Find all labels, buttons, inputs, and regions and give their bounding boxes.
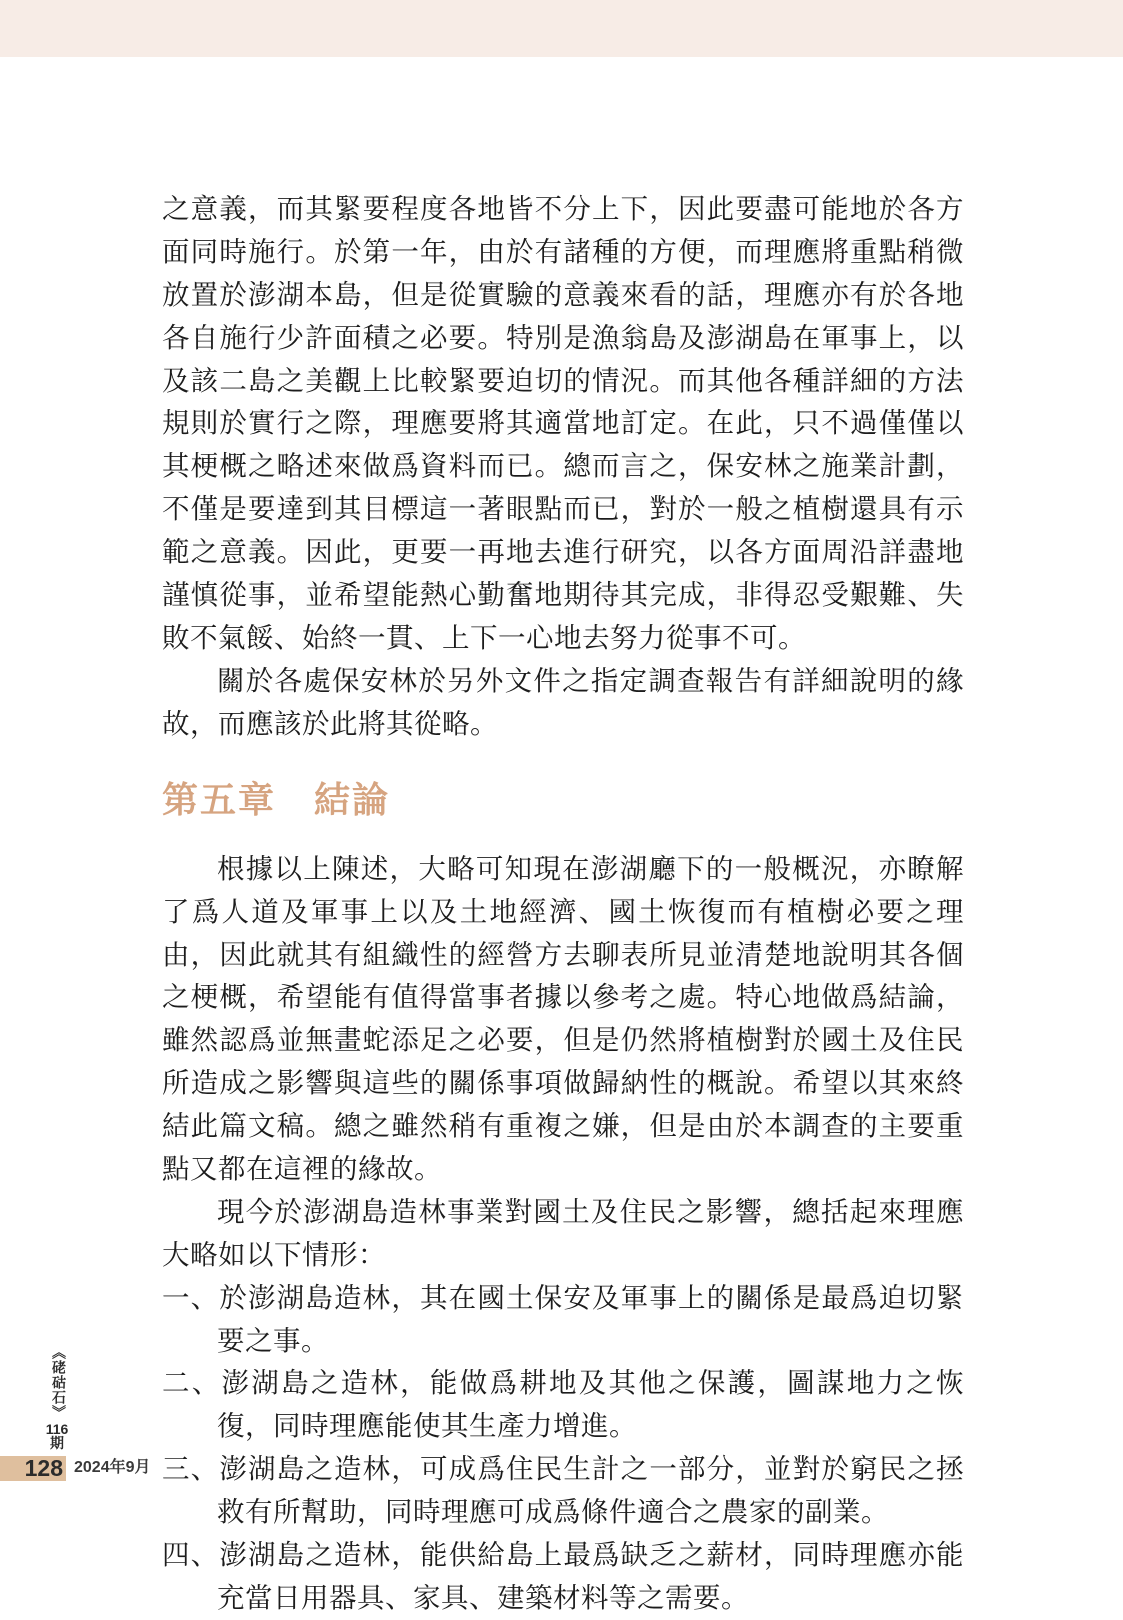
conclusion-list: [162, 1277, 964, 1620]
body-paragraph: 現今於澎湖島造林事業對國土及住民之影響，總括起來理應大略如以下情形：: [162, 1195, 964, 1270]
page-number: 128: [24, 1455, 63, 1481]
list-item: 二、澎湖島之造林，能做爲耕地及其他之保護，圖謀地力之恢復，同時理應能使其生產力增進。: [162, 1367, 964, 1442]
list-item: 一、於澎湖島造林，其在國土保安及軍事上的關係是最爲迫切緊要之事。: [162, 1281, 964, 1356]
issue-date: 2024年9月: [74, 1459, 151, 1476]
list-item: 三、澎湖島之造林，可成爲住民生計之一部分，並對於窮民之拯救有所幫助，同時理應可成爲條件適合之農家的副業。: [162, 1453, 964, 1528]
body-paragraph: 根據以上陳述，大略可知現在澎湖廳下的一般概況，亦瞭解了爲人道及軍事上以及土地經濟、國土恢復而有植樹必要之理由，因此就其有組織性的經營方去聊表所見並清楚地說明其各個之梗概，希望能有值得當事者據以參考之處。特心地做爲結論，雖然認爲並無畫蛇添足之必要，但是仍然將植樹對於國土及住民所造成之影響與這些的關係事項做歸納性的概說。希望以其來終結此篇文稿。總之雖然稍有重複之嫌，但是由於本調查的主要重點又都在這裡的緣故。: [162, 852, 964, 1184]
body-paragraph: 關於各處保安林於另外文件之指定調查報告有詳細說明的緣故，而應該於此將其從略。: [162, 664, 964, 739]
journal-title-vertical: 《硓𥑮石》: [50, 1345, 65, 1420]
page-body: [162, 188, 964, 1620]
body-paragraph-continuation: 之意義，而其緊要程度各地皆不分上下，因此要盡可能地於各方面同時施行。於第一年，由於有諸種的方便，而理應將重點稍微放置於澎湖本島，但是從實驗的意義來看的話，理應亦有於各地各自施行少許面積之必要。特別是漁翁島及澎湖島在軍事上，以及該二島之美觀上比較緊要迫切的情況。而其他各種詳細的方法規則於實行之際，理應要將其適當地訂定。在此，只不過僅僅以其梗概之略述來做爲資料而已。總而言之，保安林之施業計劃，不僅是要達到其目標這一著眼點而已，對於一般之植樹還具有示範之意義。因此，更要一再地去進行研究，以各方面周沿詳盡地謹慎從事，並希望能熱心勤奮地期待其完成，非得忍受艱難、失敗不氣餒、始終一貫、上下一心地去努力從事不可。: [162, 193, 964, 653]
top-band: [0, 0, 1123, 57]
issue-number: 116: [45, 1421, 69, 1437]
list-item: 四、澎湖島之造林，能供給島上最爲缺乏之薪材，同時理應亦能充當日用器具、家具、建築材料等之需要。: [162, 1538, 964, 1613]
footer-journal-block: [38, 1345, 76, 1453]
chapter-heading: 第五章 結論: [162, 778, 391, 820]
issue-label: 期: [50, 1437, 64, 1453]
page-number-badge: [0, 1456, 66, 1481]
